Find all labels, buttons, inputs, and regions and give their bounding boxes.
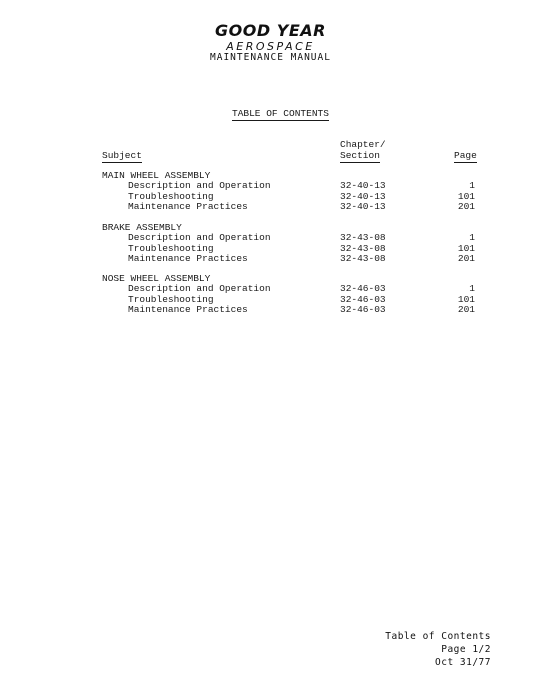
toc-entry-label: Maintenance Practices [128,252,248,264]
col-page-header: Page [454,150,477,161]
page-footer [385,630,491,669]
col-subject-header: Subject [102,150,142,161]
logo-wordmark [215,22,326,40]
goodyear-logo [0,22,541,53]
toc-entry-page: 201 [457,252,475,264]
toc-entry-page: 101 [457,242,475,254]
group-heading: NOSE WHEEL ASSEMBLY [102,273,211,284]
toc-entry-page: 1 [469,180,475,192]
col-chapter-line1: Chapter/ [340,139,386,150]
col-chapter-line2: Section [340,150,380,161]
toc-title: TABLE OF CONTENTS [232,108,329,119]
toc-entry-chapter: 32-46-03 [340,303,386,315]
toc-entry-chapter: 32-43-08 [340,242,386,254]
toc-entry-label: Description and Operation [128,180,271,192]
col-chapter-header [340,139,386,161]
toc-entry-label: Troubleshooting [128,242,214,254]
footer-page: Page 1/2 [441,644,491,655]
toc-entry-chapter: 32-46-03 [340,293,386,305]
toc-entry-page: 101 [457,293,475,305]
toc-entry-chapter: 32-40-13 [340,200,386,212]
toc-entry-page: 1 [469,232,475,244]
logo-text: GOOD YEAR [215,21,326,40]
toc-entry-page: 201 [457,303,475,315]
toc-entry-chapter: 32-40-13 [340,180,386,192]
footer-section: Table of Contents [385,631,491,642]
toc-entry-label: Maintenance Practices [128,303,248,315]
toc-entry-page: 101 [457,190,475,202]
toc-entry-chapter: 32-40-13 [340,190,386,202]
toc-entry-chapter: 32-43-08 [340,232,386,244]
footer-date: Oct 31/77 [435,657,491,668]
group-heading: BRAKE ASSEMBLY [102,222,182,233]
toc-entry-page: 201 [457,200,475,212]
toc-entry-label: Troubleshooting [128,293,214,305]
toc-entry-label: Description and Operation [128,232,271,244]
toc-entry-chapter: 32-43-08 [340,252,386,264]
toc-entry-page: 1 [469,283,475,295]
group-heading: MAIN WHEEL ASSEMBLY [102,170,211,181]
toc-entry-chapter: 32-46-03 [340,283,386,295]
toc-entry-label: Troubleshooting [128,190,214,202]
manual-title: MAINTENANCE MANUAL [210,52,331,63]
toc-entry-label: Description and Operation [128,283,271,295]
logo-subtitle: AEROSPACE [226,40,315,53]
toc-entry-label: Maintenance Practices [128,200,248,212]
